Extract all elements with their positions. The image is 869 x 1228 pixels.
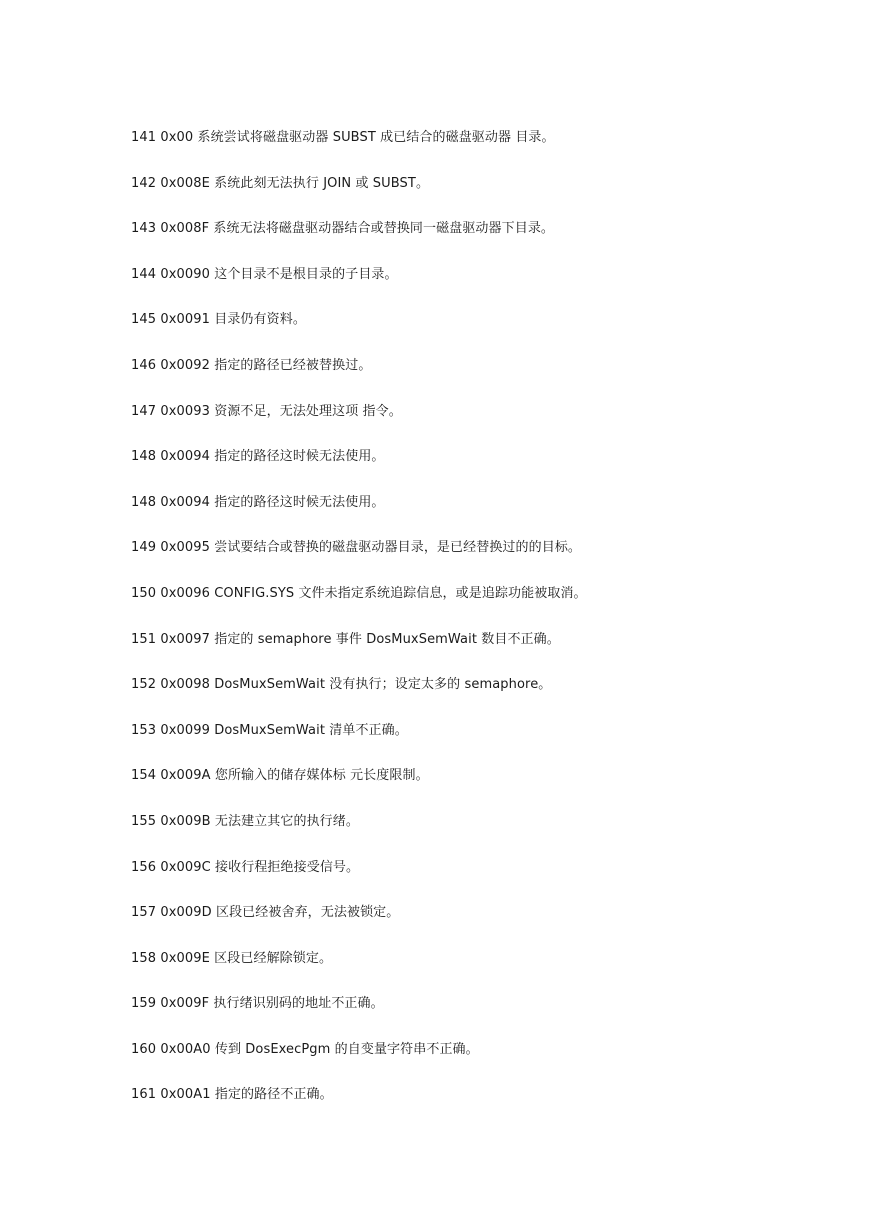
error-line: 146 0x0092 指定的路径已经被替换过。 (131, 357, 372, 373)
error-line: 151 0x0097 指定的 semaphore 事件 DosMuxSemWait 数目不正确。 (131, 631, 560, 647)
error-code-list (131, 128, 831, 1131)
error-line: 145 0x0091 目录仍有资料。 (131, 312, 306, 328)
error-line: 156 0x009C 接收行程拒绝接受信号。 (131, 859, 360, 875)
error-line: 148 0x0094 指定的路径这时候无法使用。 (131, 494, 385, 510)
error-line: 161 0x00A1 指定的路径不正确。 (131, 1087, 333, 1103)
error-line: 150 0x0096 CONFIG.SYS 文件未指定系统追踪信息，或是追踪功能被取消。 (131, 585, 587, 601)
error-line: 159 0x009F 执行绪识别码的地址不正确。 (131, 996, 384, 1012)
error-line: 143 0x008F 系统无法将磁盘驱动器结合或替换同一磁盘驱动器下目录。 (131, 221, 555, 237)
error-line: 141 0x00 系统尝试将磁盘驱动器 SUBST 成已结合的磁盘驱动器 目录。 (131, 130, 555, 145)
error-line: 149 0x0095 尝试要结合或替换的磁盘驱动器目录，是已经替换过的的目标。 (131, 540, 582, 556)
error-line: 148 0x0094 指定的路径这时候无法使用。 (131, 449, 385, 465)
error-line: 157 0x009D 区段已经被舍弃，无法被锁定。 (131, 905, 400, 921)
error-line: 160 0x00A0 传到 DosExecPgm 的自变量字符串不正确。 (131, 1041, 479, 1057)
error-line: 144 0x0090 这个目录不是根目录的子目录。 (131, 266, 398, 282)
error-line: 153 0x0099 DosMuxSemWait 清单不正确。 (131, 722, 408, 738)
error-line: 155 0x009B 无法建立其它的执行绪。 (131, 813, 359, 829)
error-line: 158 0x009E 区段已经解除锁定。 (131, 950, 333, 966)
error-line: 154 0x009A 您所输入的储存媒体标 元长度限制。 (131, 768, 429, 784)
error-line: 147 0x0093 资源不足，无法处理这项 指令。 (131, 403, 402, 419)
error-line: 152 0x0098 DosMuxSemWait 没有执行；设定太多的 semaphore。 (131, 677, 552, 693)
error-line: 142 0x008E 系统此刻无法执行 JOIN 或 SUBST。 (131, 175, 430, 191)
